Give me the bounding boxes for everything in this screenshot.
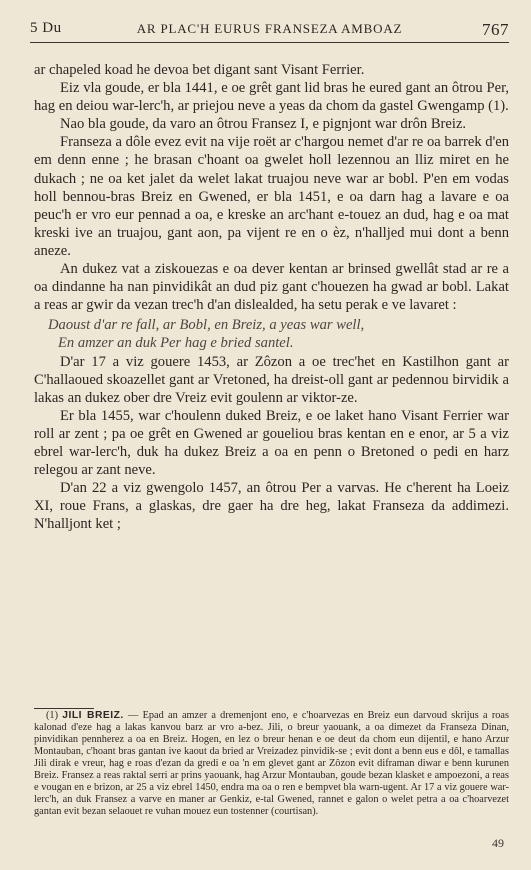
main-text (34, 61, 509, 533)
paragraph-2: Eiz vla goude, er bla 1441, e oe grêt gant lid bras he eured gant an ôtrou Per, hag en deiou war-lerc'h, ar priejou neve a yeas da chom da gastel Gwengamp (1). (34, 80, 509, 115)
paragraph-4: Franseza a dôle evez evit na vije roët ar c'hargou nemet d'ar re oa barrek d'en em denn enne ; he brasan c'hoant oa gwelet holl lezennou an lliz miret en he dukach ; ne oa ket jalet da welet lakat truajou neve war ar bobl. P'en em vodas holl bennou-bras Breiz en Gwened, er bla 1451, e oa darn hag a lavare e oa peuc'h er vro eur pennad a oa, e kreske an arc'hant e-touez an dud, hag e oa mat kreski ive an truajou, gant aon, pa vijent re en o èz, n'halljed mui dont a benn aneze. (34, 134, 509, 259)
footnote (34, 710, 509, 818)
header-title: AR PLAC'H EURUS FRANSEZA AMBOAZ (136, 21, 403, 36)
header-left: 5 Du (30, 20, 62, 36)
page-number: 767 (482, 20, 509, 39)
paragraph-5: An dukez vat a ziskouezas e oa dever kentan ar brinsed gwellât stad ar re a oa dindanne ha nan pinvidikât an dud piz gant c'houezen ha gwad ar bobl. Lakat a reas ar gwir da vezan trec'h d'an dislealded, ha setu perak e ve lavaret : (34, 261, 509, 314)
footnote-label: JILI BREIZ. (62, 710, 124, 721)
signature-mark: 49 (492, 836, 504, 850)
footnote-text: — Epad an amzer a dremenjont eno, e c'hoarvezas en Breiz eun darvoud skrijus a roas kalonad d'eze hag a lakas kanvou barz ar vro a-bez. Jili, o breur yaouank, a oa dimezet da Franseza Dinan, pinvidikan pennherez a oa en Breiz. Hogen, en lez o breur henan e oe deut da chom eun dijentil, e hano Arzur Montauban, c'hoant bras gantan ive kaout da bried ar Vreizadez pinvidik-se ; evit dont a benn eus e dôl, e tamallas Jili dirak e vreur, hag e roas d'ezan da gredi e oa 'n em glevet gant ar Zôzon evit diframan diwar e benn kurunen Breiz. Fransez a reas raktal serri ar prins yaouank, hag Arzur Montauban, goude bezan klasket e ampoezoni, a reas e vougan en e brizon, ar 25 a viz ebrel 1450, endra ma oa o ren e bempvet bla warn-ugent. Ar 17 a viz gouere war-lerc'h, an duk Fransez a varve en maner ar Genkiz, e-tal Gwened, rannet e galon o welet petra a oa c'hoarvezet gantan evit bezan selaouet re vuhan mouez eun tostenner (courtisan). (34, 710, 509, 817)
running-header (30, 16, 509, 43)
motto-line-2: En amzer an duk Per hag e bried santel. (58, 335, 294, 352)
paragraph-6: D'ar 17 a viz gouere 1453, ar Zôzon a oe trec'het en Kastilhon gant ar C'hallaoued skoazellet gant ar Vretoned, ha dreist-oll gant ar pedennou birvidik a lakas an dukez ober dre Vreiz evit goulenn ar viktor-ze. (34, 353, 509, 406)
footnote-paragraph (34, 710, 509, 818)
paragraph-1: ar chapeled koad he devoa bet digant sant Visant Ferrier. (34, 62, 365, 78)
footnote-marker: (1) (46, 710, 59, 721)
paragraph-7: Er bla 1455, war c'houlenn duked Breiz, e oe laket hano Visant Ferrier war roll ar zent ; pa oe grêt en Gwened ar goueliou bras kentan en e enor, ar 5 a viz ebrel war-lerc'h, duk ha dukez Breiz a oa en penn o Bretoned o pedi en harz relegou ar zant neve. (34, 407, 509, 479)
paragraph-3: Nao bla goude, da varo an ôtrou Fransez I, e pignjont war drôn Breiz. (60, 116, 467, 133)
paragraph-8: D'an 22 a viz gwengolo 1457, an ôtrou Per a varvas. He c'herent ha Loeiz XI, roue Frans, a glaskas, dre gaer ha dre heg, lakat Franseza da addimezi. N'halljont ket ; (34, 480, 509, 533)
footnote-divider (34, 708, 94, 709)
motto-line-1: Daoust d'ar re fall, ar Bobl, en Breiz, a yeas war well, (48, 317, 365, 334)
